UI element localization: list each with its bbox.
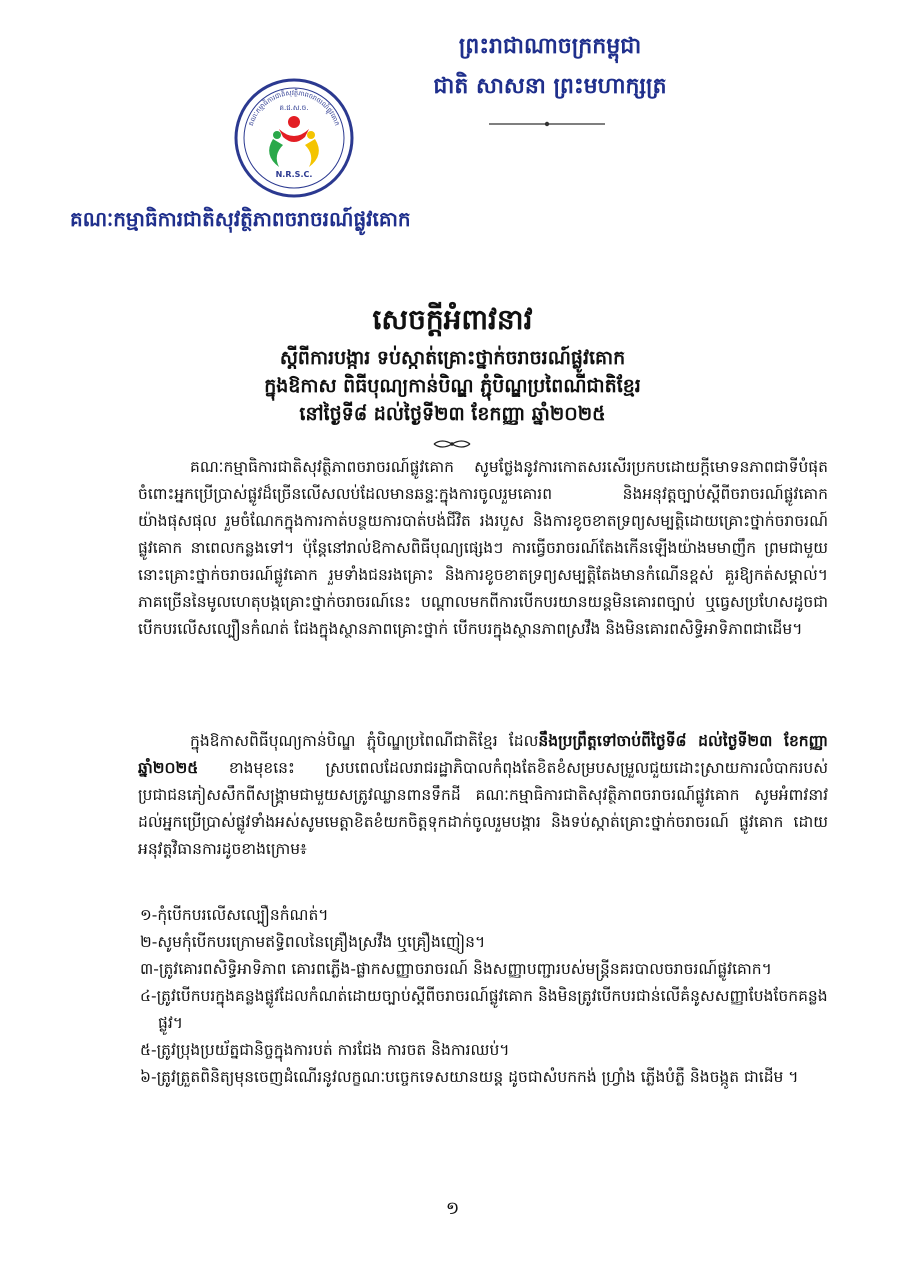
event-date-emphasis: នឹងប្រព្រឹត្តទៅចាប់ពីថ្ងៃទី៨ ដល់ថ្ងៃទី២៣ ខែកញ្ញា ឆ្នាំ២០២៥ xyxy=(138,732,828,777)
subtitle-line-3: នៅថ្ងៃទី៨ ដល់ថ្ងៃទី២៣ ខែកញ្ញា ឆ្នាំ២០២៥ xyxy=(299,403,606,425)
organization-name: គណៈកម្មាធិការជាតិសុវត្ថិភាពចរាចរណ៍ផ្លូវគោក xyxy=(70,207,411,231)
paragraph-2-intro: ក្នុងឱកាសពិធីបុណ្យកាន់បិណ្ឌ ភ្ជុំបិណ្ឌប្រពៃណីជាតិខ្មែរ ដែល xyxy=(190,732,539,750)
page-number: ១ xyxy=(445,1198,460,1219)
nrsc-logo-icon xyxy=(233,77,355,199)
paragraph-2-rest: ខាងមុខនេះ ស្របពេលដែលរាជរដ្ឋាភិបាលកំពុងតែខិតខំសម្របសម្រួលជួយដោះស្រាយការលំបាករបស់ប្រជាជនភៀសសឹកពីសង្គ្រាមជាមួយសត្រូវឈ្លានពានទឹកដី គណៈកម្មាធិការជាតិសុវត្ថិភាពចរាចរណ៍ផ្លូវគោក សូមអំពាវនាវ ដល់អ្នកប្រើប្រាស់ផ្លូវទាំងអស់សូមមេត្តាខិតខំយកចិត្តទុកដាក់ចូលរួមបង្ការ និងទប់ស្កាត់គ្រោះថ្នាក់ចរាចរណ៍ ផ្លូវគោក ដោយអនុវត្តវិធានការដូចខាងក្រោម៖ xyxy=(138,759,828,858)
list-item: ១-កុំបើកបរលើសល្បឿនកំណត់។ xyxy=(140,906,329,924)
list-item: ៦-ត្រូវត្រួតពិនិត្យមុនចេញដំណើរនូវលក្ខណៈបច្ចេកទេសយានយន្ត ដូចជាសំបកកង់ ហ្វ្រាំង ភ្លើងបំភ្លឺ និងចង្កូត ជាដើម ។ xyxy=(140,1068,799,1086)
logo-text-top: គ.ជ.ស.ច. xyxy=(279,104,309,112)
document-title: សេចក្ដីអំពាវនាវ xyxy=(372,303,533,336)
subtitle-line-1: ស្ដីពីការបង្ការ ទប់ស្កាត់គ្រោះថ្នាក់ចរាចរណ៍ផ្លូវគោក xyxy=(279,347,626,369)
body-paragraph-2 xyxy=(138,728,828,863)
list-item: ៤-ត្រូវបើកបរក្នុងគន្លងផ្លូវដែលកំណត់ដោយច្បាប់ស្ដីពីចរាចរណ៍ផ្លូវគោក និងមិនត្រូវបើកបរជាន់លើគំនូសសញ្ញាបែងចែកគន្លងផ្លូវ។ xyxy=(140,987,828,1032)
list-item: ៥-ត្រូវប្រុងប្រយ័ត្នជានិច្ចក្នុងការបត់ ការជែង ការចត និងការឈប់។ xyxy=(140,1041,510,1059)
body-paragraph-1: គណៈកម្មាធិការជាតិសុវត្ថិភាពចរាចរណ៍ផ្លូវគោក សូមថ្លែងនូវការកោតសរសើរប្រកបដោយក្ដីមោទនភាពជាទីបំផុត ចំពោះអ្នកប្រើប្រាស់ផ្លូវដ៏ច្រើនលើសលប់ដែលមានឆន្ទៈក្នុងការចូលរួមគោរព និងអនុវត្តច្បាប់ស្ដីពីចរាចរណ៍ផ្លូវគោកយ៉ាងផុសផុល រួមចំណែកក្នុងការកាត់បន្ថយការបាត់បង់ជីវិត រងរបួស និងការខូចខាតទ្រព្យសម្បត្តិដោយគ្រោះថ្នាក់ចរាចរណ៍ផ្លូវគោក នាពេលកន្លងទៅ។ ប៉ុន្តែនៅរាល់ឱកាសពិធីបុណ្យផ្សេងៗ ការធ្វើចរាចរណ៍តែងកើនឡើងយ៉ាងមមាញឹក ព្រមជាមួយនោះគ្រោះថ្នាក់ចរាចរណ៍ផ្លូវគោក រួមទាំងជនរងគ្រោះ និងការខូចខាតទ្រព្យសម្បត្តិតែងមានកំណើនខ្ពស់ គួរឱ្យកត់សម្គាល់។ ភាគច្រើននៃមូលហេតុបង្កគ្រោះថ្នាក់ចរាចរណ៍នេះ បណ្ដាលមកពីការបើកបរយានយន្តមិនគោរពច្បាប់ ឬធ្វេសប្រហែសដូចជា បើកបរលើសល្បឿនកំណត់ ជែងក្នុងស្ថានភាពគ្រោះថ្នាក់ បើកបរក្នុងស្ថានភាពស្រវឹង និងមិនគោរពសិទ្ធិអាទិភាពជាដើម។ xyxy=(138,458,828,638)
measures-list xyxy=(140,902,840,1091)
motto-divider-ornament xyxy=(487,118,607,130)
subtitle-line-2: ក្នុងឱកាស ពិធីបុណ្យកាន់បិណ្ឌ ភ្ជុំបិណ្ឌប្រពៃណីជាតិខ្មែរ xyxy=(264,375,641,397)
list-item: ៣-ត្រូវគោរពសិទ្ធិអាទិភាព គោរពភ្លើង-ផ្លាកសញ្ញាចរាចរណ៍ និងសញ្ញាបញ្ជារបស់មន្ត្រីនគរបាលចរាចរណ៍ផ្លូវគោក។ xyxy=(140,960,772,978)
national-motto: ជាតិ សាសនា ព្រះមហាក្សត្រ xyxy=(433,74,667,99)
logo-text-bottom: N.R.S.C. xyxy=(275,170,313,179)
svg-text:គណៈកម្មាធិការជាតិសុវត្ថិភាពចរា: គណៈកម្មាធិការជាតិសុវត្ថិភាពចរាចរណ៍ផ្លូវគោក xyxy=(246,88,342,127)
kingdom-heading: ព្រះរាជាណាចក្រកម្ពុជា xyxy=(458,34,642,59)
list-item: ២-សូមកុំបើកបរក្រោមឥទ្ធិពលនៃគ្រឿងស្រវឹង ឬគ្រឿងញៀន។ xyxy=(140,933,486,951)
title-ornament-icon xyxy=(432,437,472,451)
